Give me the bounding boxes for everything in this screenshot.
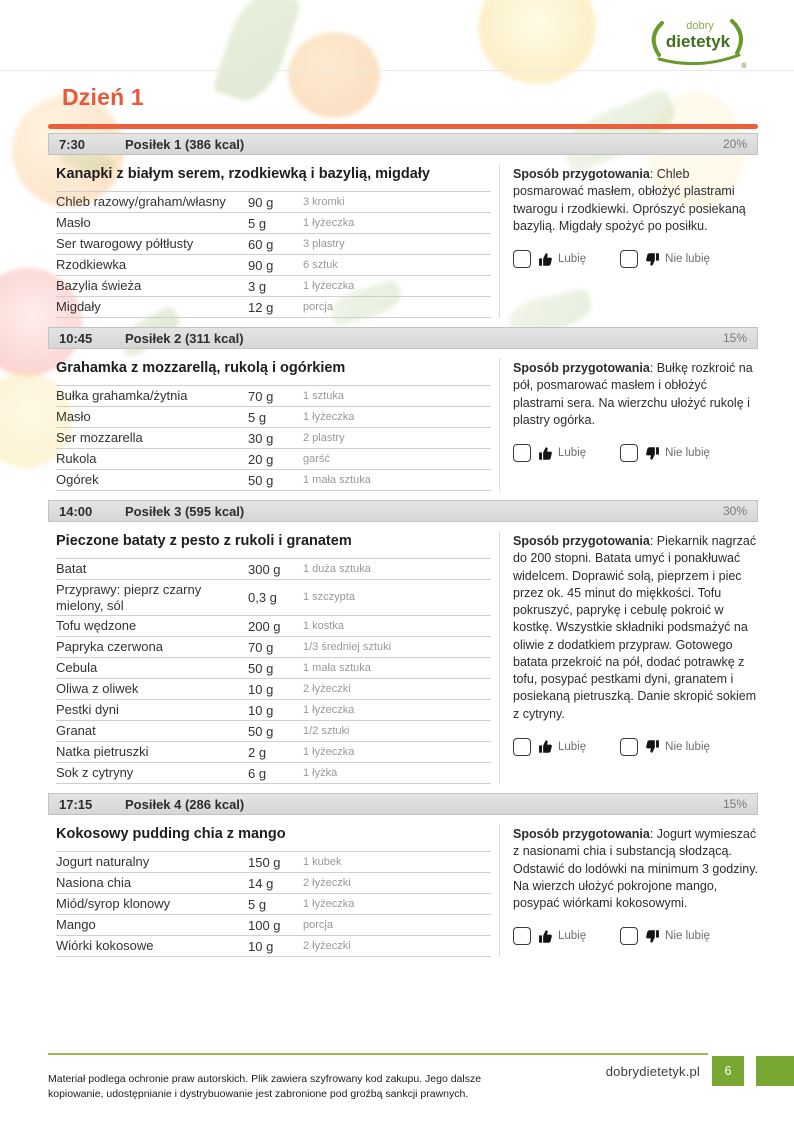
ingredient-name: Miód/syrop klonowy [56, 896, 171, 912]
preparation-text: Sposób przygotowania: Jogurt wymieszać z nasionami chia i substancją słodzącą. Odstawić do lodówki na minimum 3 godziny. Na wierzch ułożyć pokrojone mango, posypać wiórkami kokosowymi. [513, 827, 759, 911]
dislike-checkbox[interactable] [620, 738, 638, 756]
meal-ingredients-column [56, 531, 491, 784]
ingredient-name: Bułka grahamka/żytnia [56, 388, 188, 404]
ingredient-name: Pestki dyni [56, 702, 119, 718]
ingredient-measure: 6 sztuk [303, 258, 338, 271]
ingredient-row [56, 428, 491, 449]
ingredient-measure: 1 łyżeczka [303, 216, 355, 229]
meal-time: 17:15 [59, 796, 93, 812]
meal-ingredients-column [56, 824, 491, 957]
like-label: Lubię [558, 447, 587, 459]
ingredient-name: Migdały [56, 299, 101, 315]
thumbs-down-icon [645, 252, 660, 267]
meal-body [48, 349, 758, 491]
ingredient-row [56, 386, 491, 407]
meal-section [48, 133, 758, 318]
ingredient-name: Jogurt naturalny [56, 854, 150, 870]
ingredient-row [56, 276, 491, 297]
dislike-checkbox[interactable] [620, 927, 638, 945]
ingredient-name: Granat [56, 723, 96, 739]
ingredient-row [56, 580, 491, 616]
ingredient-amount: 50 g [248, 723, 274, 739]
ingredient-amount: 90 g [248, 194, 274, 210]
ingredient-row [56, 255, 491, 276]
ingredient-row [56, 915, 491, 936]
ingredient-row [56, 721, 491, 742]
thumbs-up-icon [538, 446, 553, 461]
meal-body [48, 155, 758, 318]
meal-name: Posiłek 2 (311 kcal) [125, 330, 244, 346]
like-checkbox[interactable] [513, 927, 531, 945]
ingredient-measure: 1 łyżeczka [303, 410, 355, 423]
meal-name: Posiłek 1 (386 kcal) [125, 136, 245, 152]
meal-ingredients-column [56, 164, 491, 318]
preparation-body: Chleb posmarować masłem, obłożyć plastrami twarogu i rzodkiewki. Oprószyć posiekaną bazylią. Migdały spożyć po posiłku. [513, 167, 746, 233]
day-title: Dzień 1 [62, 84, 144, 110]
ingredient-name: Oliwa z oliwek [56, 681, 139, 697]
ingredient-row [56, 763, 491, 784]
dislike-label: Nie lubię [665, 740, 710, 753]
meal-percent: 20% [722, 137, 747, 151]
page-number-badge: 6 [712, 1056, 744, 1086]
ingredient-row [56, 192, 491, 213]
ingredient-row [56, 679, 491, 700]
thumbs-up-icon [538, 739, 553, 754]
ingredient-measure: 1 kostka [303, 620, 344, 633]
ingredient-name: Masło [56, 409, 91, 425]
ingredient-row [56, 936, 491, 957]
dish-title: Kanapki z białym serem, rzodkiewką i bazylią, migdały [56, 166, 430, 182]
dislike-option[interactable] [620, 927, 710, 945]
meal-ingredients-column [56, 358, 491, 491]
ingredient-measure: 3 plastry [303, 237, 345, 250]
ingredient-amount: 300 g [248, 561, 281, 577]
meal-section [48, 327, 758, 491]
ingredient-amount: 12 g [248, 299, 274, 315]
ingredient-amount: 70 g [248, 388, 274, 404]
ingredient-name: Bazylia świeża [56, 278, 142, 294]
meal-preparation-column [499, 358, 758, 491]
dislike-option[interactable] [620, 738, 710, 756]
meal-percent: 15% [722, 797, 747, 812]
dislike-label: Nie lubię [665, 253, 710, 265]
like-dislike-row [513, 250, 758, 268]
ingredient-amount: 20 g [248, 451, 274, 467]
meal-header-bar [48, 327, 758, 349]
ingredient-measure: porcja [303, 919, 333, 932]
ingredient-name: Natka pietruszki [56, 744, 149, 760]
preparation-body: Piekarnik nagrzać do 200 stopni. Batata umyć i ponakłuwać widelcem. Doprawić solą, pieprzem i piec przez ok. 45 minut do miękkości. Tofu pokruszyć, paprykę i cebulę pokroić w kostkę. Wszystkie składniki podsmażyć na oliwie z dodatkiem przypraw. Gotowego batata przekroić na pół, dodać potrawkę z tofu, posypać pestkami dyni, granatem i posiekaną pietruszką. Danie skropić sokiem z cytryny. [513, 534, 757, 721]
ingredient-row [56, 234, 491, 255]
meal-name: Posiłek 4 (286 kcal) [125, 796, 245, 812]
ingredient-amount: 10 g [248, 938, 274, 954]
ingredient-amount: 60 g [248, 236, 274, 252]
dish-title: Pieczone bataty z pesto z rukoli i granatem [56, 533, 352, 549]
ingredient-measure: 2 plastry [303, 431, 345, 444]
ingredient-measure: 2 łyżeczki [303, 940, 351, 953]
ingredient-name: Batat [56, 561, 87, 577]
logo-word-dobry: dobry [686, 20, 714, 32]
ingredient-amount: 50 g [248, 472, 274, 488]
thumbs-down-icon [645, 929, 660, 944]
preparation-body: Bułkę rozkroić na pół, posmarować masłem i obłożyć plastrami sera. Na wierzchu ułożyć rukolę i plastry ogórka. [513, 361, 753, 427]
ingredient-row [56, 616, 491, 637]
ingredients-table [56, 191, 491, 318]
logo-swoosh-icon [642, 14, 752, 72]
ingredient-amount: 10 g [248, 681, 274, 697]
meal-section [48, 500, 758, 784]
ingredient-name: Wiórki kokosowe [56, 938, 154, 954]
thumbs-down-icon [645, 739, 660, 754]
ingredient-row [56, 449, 491, 470]
meal-time: 10:45 [59, 330, 93, 346]
ingredient-name: Przyprawy: pieprz czarny mielony, sól [56, 582, 202, 613]
ingredient-measure: 1 kubek [303, 856, 342, 869]
ingredient-amount: 90 g [248, 257, 274, 273]
ingredient-amount: 0,3 g [248, 590, 277, 606]
ingredient-row [56, 559, 491, 580]
ingredient-name: Ser twarogowy półtłusty [56, 236, 194, 252]
dislike-option[interactable] [620, 250, 710, 268]
ingredient-amount: 70 g [248, 639, 274, 655]
ingredient-row [56, 873, 491, 894]
ingredient-name: Papryka czerwona [56, 639, 163, 655]
dislike-label: Nie lubię [665, 930, 710, 943]
meal-name: Posiłek 3 (595 kcal) [125, 503, 245, 519]
ingredient-amount: 3 g [248, 278, 267, 294]
meal-time: 7:30 [59, 136, 86, 152]
meal-preparation-column [499, 824, 758, 957]
ingredient-measure: 2 łyżeczki [303, 877, 351, 890]
thumbs-up-icon [538, 252, 553, 267]
ingredients-table [56, 558, 491, 784]
ingredient-measure: porcja [303, 300, 333, 313]
preparation-label: Sposób przygotowania [513, 534, 650, 548]
like-option[interactable] [513, 927, 586, 945]
ingredient-amount: 150 g [248, 854, 281, 870]
like-checkbox[interactable] [513, 444, 531, 462]
ingredient-measure: 1 sztuka [303, 389, 344, 402]
meal-time: 14:00 [59, 503, 93, 519]
ingredient-measure: 1 łyżeczka [303, 704, 355, 717]
meal-body [48, 522, 758, 784]
ingredient-row [56, 407, 491, 428]
ingredient-name: Rukola [56, 451, 97, 467]
dish-title: Kokosowy pudding chia z mango [56, 826, 286, 843]
like-dislike-row [513, 444, 758, 462]
thumbs-down-icon [645, 446, 660, 461]
ingredient-row [56, 658, 491, 679]
like-option[interactable] [513, 444, 586, 462]
ingredient-amount: 30 g [248, 430, 274, 446]
like-checkbox[interactable] [513, 738, 531, 756]
ingredient-row [56, 700, 491, 721]
logo-registered-mark: ® [741, 63, 747, 70]
meal-header-bar [48, 500, 758, 522]
ingredient-row [56, 470, 491, 491]
ingredient-measure: garść [303, 452, 330, 465]
ingredient-amount: 5 g [248, 896, 267, 912]
ingredient-amount: 100 g [248, 917, 281, 933]
ingredient-measure: 1/2 sztuki [303, 725, 350, 738]
thumbs-up-icon [538, 929, 553, 944]
dish-title: Grahamka z mozzarellą, rukolą i ogórkiem [56, 360, 346, 376]
meal-preparation-column [499, 531, 758, 784]
like-dislike-row [513, 927, 758, 945]
ingredient-name: Tofu wędzone [56, 618, 137, 634]
like-label: Lubię [558, 930, 587, 943]
ingredient-amount: 5 g [248, 215, 267, 231]
footer-green-line [48, 1053, 708, 1055]
preparation-text: Sposób przygotowania: Bułkę rozkroić na pół, posmarować masłem i obłożyć plastrami sera. Na wierzchu ułożyć rukolę i plastry ogórka. [513, 361, 753, 427]
ingredient-row [56, 297, 491, 318]
ingredient-name: Cebula [56, 660, 98, 676]
dislike-checkbox[interactable] [620, 250, 638, 268]
ingredients-table [56, 385, 491, 491]
ingredient-amount: 2 g [248, 744, 267, 760]
dobry-dietetyk-logo [642, 14, 752, 77]
ingredient-measure: 1 mała sztuka [303, 473, 371, 486]
ingredient-amount: 14 g [248, 875, 274, 891]
footer-edge-block [756, 1056, 794, 1086]
ingredient-measure: 1 mała sztuka [303, 662, 371, 675]
ingredient-name: Mango [56, 917, 96, 933]
ingredient-measure: 3 kromki [303, 195, 345, 208]
ingredient-measure: 1 łyżeczka [303, 746, 355, 759]
ingredients-table [56, 851, 491, 957]
meal-section [48, 793, 758, 957]
meal-header-bar [48, 133, 758, 155]
meal-percent: 30% [722, 504, 747, 518]
dislike-checkbox[interactable] [620, 444, 638, 462]
footer-copyright: Materiał podlega ochronie praw autorskich. Plik zawiera szyfrowany kod zakupu. Jego dalsze kopiowanie, udostępnianie i dystrybuowanie jest zabronione pod groźbą sankcji prawnych. [48, 1072, 482, 1101]
lemon-slice-watermark [478, 0, 596, 84]
preparation-label: Sposób przygotowania [513, 361, 650, 375]
ingredient-measure: 1 szczypta [303, 591, 355, 604]
ingredient-amount: 6 g [248, 765, 267, 781]
preparation-label: Sposób przygotowania [513, 827, 650, 842]
meal-header-bar [48, 793, 758, 815]
like-label: Lubię [558, 740, 587, 753]
accent-bar [48, 124, 758, 129]
ingredient-name: Ser mozzarella [56, 430, 143, 446]
like-option[interactable] [513, 738, 586, 756]
ingredient-row [56, 742, 491, 763]
ingredient-amount: 50 g [248, 660, 274, 676]
like-dislike-row [513, 738, 758, 756]
ingredient-name: Chleb razowy/graham/własny [56, 194, 226, 210]
ingredient-amount: 200 g [248, 618, 281, 634]
like-label: Lubię [558, 253, 587, 265]
logo-word-dietetyk: dietetyk [665, 32, 731, 51]
ingredient-measure: 1 łyżka [303, 767, 338, 780]
ingredient-measure: 1/3 średniej sztuki [303, 641, 392, 654]
preparation-text: Sposób przygotowania: Chleb posmarować masłem, obłożyć plastrami twarogu i rzodkiewki. Oprószyć posiekaną bazylią. Migdały spożyć po posiłku. [513, 167, 746, 233]
ingredient-amount: 5 g [248, 409, 267, 425]
like-option[interactable] [513, 250, 586, 268]
ingredient-measure: 1 łyżeczka [303, 898, 355, 911]
ingredient-name: Rzodkiewka [56, 257, 127, 273]
ingredient-name: Masło [56, 215, 91, 231]
preparation-label: Sposób przygotowania [513, 167, 650, 181]
meal-body [48, 815, 758, 957]
ingredient-row [56, 637, 491, 658]
meal-preparation-column [499, 164, 758, 318]
ingredient-row [56, 852, 491, 873]
meals-list [48, 133, 758, 957]
ingredient-name: Sok z cytryny [56, 765, 134, 781]
ingredient-name: Nasiona chia [56, 875, 132, 891]
like-checkbox[interactable] [513, 250, 531, 268]
ingredient-name: Ogórek [56, 472, 99, 488]
ingredient-measure: 1 łyżeczka [303, 279, 355, 292]
preparation-text: Sposób przygotowania: Piekarnik nagrzać do 200 stopni. Batata umyć i ponakłuwać widelcem. Doprawić solą, pieprzem i piec przez ok. 45 minut do miękkości. Tofu pokruszyć, paprykę i cebulę pokroić w kostkę. Wszystkie składniki podsmażyć na oliwie z dodatkiem przypraw. Gotowego batata przekroić na pół, dodać potrawkę z tofu, posypać pestkami dyni, granatem i posiekaną pietruszką. Danie skropić sokiem z cytryny. [513, 534, 757, 721]
dislike-option[interactable] [620, 444, 710, 462]
meal-percent: 15% [722, 331, 747, 345]
footer-site-url: dobrydietetyk.pl [605, 1064, 700, 1079]
dislike-label: Nie lubię [665, 447, 710, 459]
ingredient-row [56, 894, 491, 915]
ingredient-row [56, 213, 491, 234]
ingredient-amount: 10 g [248, 702, 274, 718]
ingredient-measure: 2 łyżeczki [303, 683, 351, 696]
preparation-body: Jogurt wymieszać z nasionami chia i substancją słodzącą. Odstawić do lodówki na minimum 3 godziny. Na wierzch ułożyć pokrojone mango, posypać wiórkami kokosowymi. [513, 827, 759, 911]
ingredient-measure: 1 duża sztuka [303, 562, 371, 575]
content-column [48, 84, 758, 966]
